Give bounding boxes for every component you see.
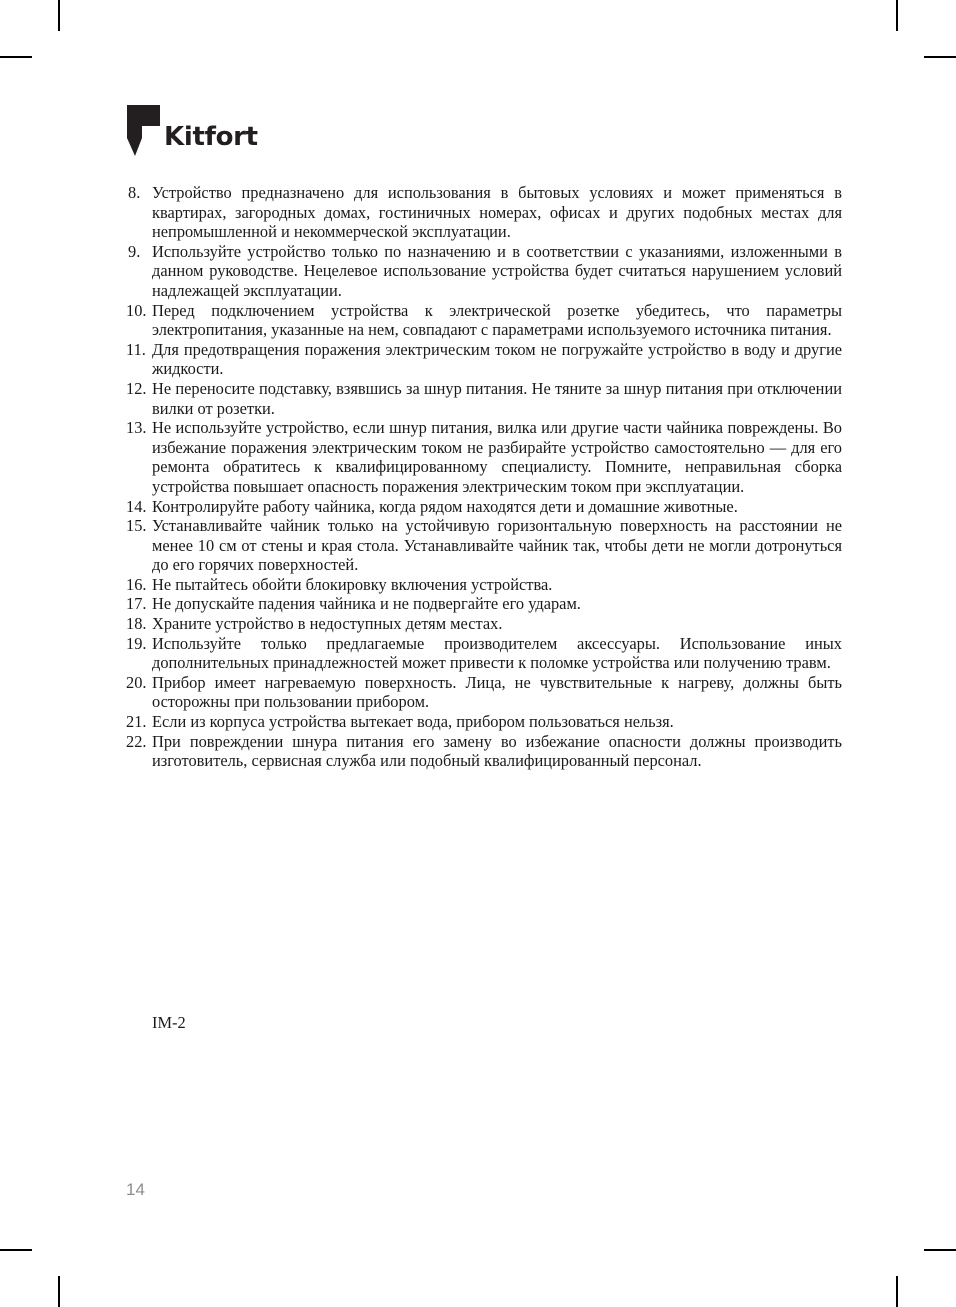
list-item (126, 575, 842, 595)
list-item (126, 301, 842, 340)
list-item (126, 418, 842, 496)
list-item-text: Устанавливайте чайник только на устойчивую горизонтальную поверхность на расстоянии не менее 10 см от стены и края стола. Устанавливайте чайник так, чтобы дети не могли дотронуться до его горячих поверхностей. (152, 516, 842, 575)
list-item-text: Не допускайте падения чайника и не подвергайте его ударам. (152, 594, 581, 614)
list-item (126, 594, 842, 614)
list-item-text: Используйте только предлагаемые производителем аксессуары. Использование иных дополнительных принадлежностей может привести к поломке устройства или получению травм. (152, 633, 842, 673)
list-item (126, 634, 842, 673)
crop-mark-bottom-left-vertical (58, 1276, 60, 1307)
list-item (126, 379, 842, 418)
list-item-number: 14. (126, 496, 147, 516)
list-item (126, 712, 842, 732)
crop-mark-bottom-right-vertical (896, 1276, 898, 1307)
page-number: 14 (126, 1180, 145, 1199)
crop-mark-bottom-left-horizontal (0, 1249, 32, 1251)
list-item-text: Не переносите подставку, взявшись за шнур питания. Не тяните за шнур питания при отключении вилки от розетки. (152, 378, 842, 418)
manual-code: IM-2 (152, 1013, 186, 1032)
list-item-text: Если из корпуса устройства вытекает вода, прибором пользоваться нельзя. (152, 712, 674, 732)
list-item-number: 21. (126, 712, 147, 732)
brand-name: Kitfort (164, 122, 258, 152)
list-item-number: 8. (128, 183, 141, 202)
list-item-number: 15. (126, 516, 147, 536)
list-item-text: Не используйте устройство, если шнур питания, вилка или другие части чайника повреждены. Во избежание поражения электрическим током не разбирайте устройство самостоятельно — для его ремонта обратитесь к квалифицированному специалисту. Помните, неправильная сборка устройства повышает опасность поражения электрическим током при эксплуатации. (152, 418, 842, 496)
list-item-text: Храните устройство в недоступных детям местах. (152, 614, 503, 634)
list-item-number: 19. (126, 633, 147, 653)
list-item-number: 10. (126, 300, 147, 320)
crop-mark-top-right-horizontal (924, 56, 956, 58)
list-item (126, 516, 842, 575)
list-item-text: При повреждении шнура питания его замену во избежание опасности должны производить изготовитель, сервисная служба или подобный квалифицированный персонал. (152, 731, 842, 771)
list-item (126, 183, 842, 242)
safety-instructions-list (126, 183, 842, 771)
list-item-number: 17. (126, 594, 147, 614)
list-item (126, 673, 842, 712)
crop-mark-top-right-vertical (896, 0, 898, 31)
list-item (126, 732, 842, 771)
list-item-text: Не пытайтесь обойти блокировку включения устройства. (152, 574, 553, 594)
list-item-text: Прибор имеет нагреваемую поверхность. Лица, не чувствительные к нагреву, должны быть осторожны при пользовании прибором. (152, 672, 842, 712)
list-item-number: 12. (126, 378, 147, 398)
brand-logo (127, 100, 258, 156)
crop-mark-bottom-right-horizontal (924, 1249, 956, 1251)
list-item (126, 340, 842, 379)
list-item-number: 18. (126, 614, 147, 634)
list-item-text: Для предотвращения поражения электрическим током не погружайте устройство в воду и другие жидкости. (152, 339, 842, 379)
list-item (126, 242, 842, 301)
list-item-text: Устройство предназначено для использования в бытовых условиях и может применяться в квартирах, загородных домах, гостиничных номерах, офисах и других подобных местах для непромышленной и некоммерческой эксплуатации. (152, 183, 842, 242)
list-item-text: Перед подключением устройства к электрической розетке убедитесь, что параметры электропитания, указанные на нем, совпадают с параметрами используемого источника питания. (152, 300, 842, 340)
list-item (126, 497, 842, 517)
list-item-number: 13. (126, 418, 147, 438)
kitfort-logo-mark-icon (127, 105, 160, 156)
list-item-text: Контролируйте работу чайника, когда рядом находятся дети и домашние животные. (152, 496, 738, 516)
list-item-text: Используйте устройство только по назначению и в соответствии с указаниями, изложенными в данном руководстве. Нецелевое использование устройства будет считаться нарушением условий надлежащей эксплуатации. (152, 241, 842, 300)
list-item-number: 16. (126, 574, 147, 594)
crop-mark-top-left-horizontal (0, 56, 32, 58)
list-item-number: 11. (126, 339, 146, 359)
list-item-number: 9. (128, 241, 141, 261)
list-item (126, 614, 842, 634)
crop-mark-top-left-vertical (58, 0, 60, 31)
list-item-number: 22. (126, 731, 147, 751)
list-item-number: 20. (126, 672, 147, 692)
